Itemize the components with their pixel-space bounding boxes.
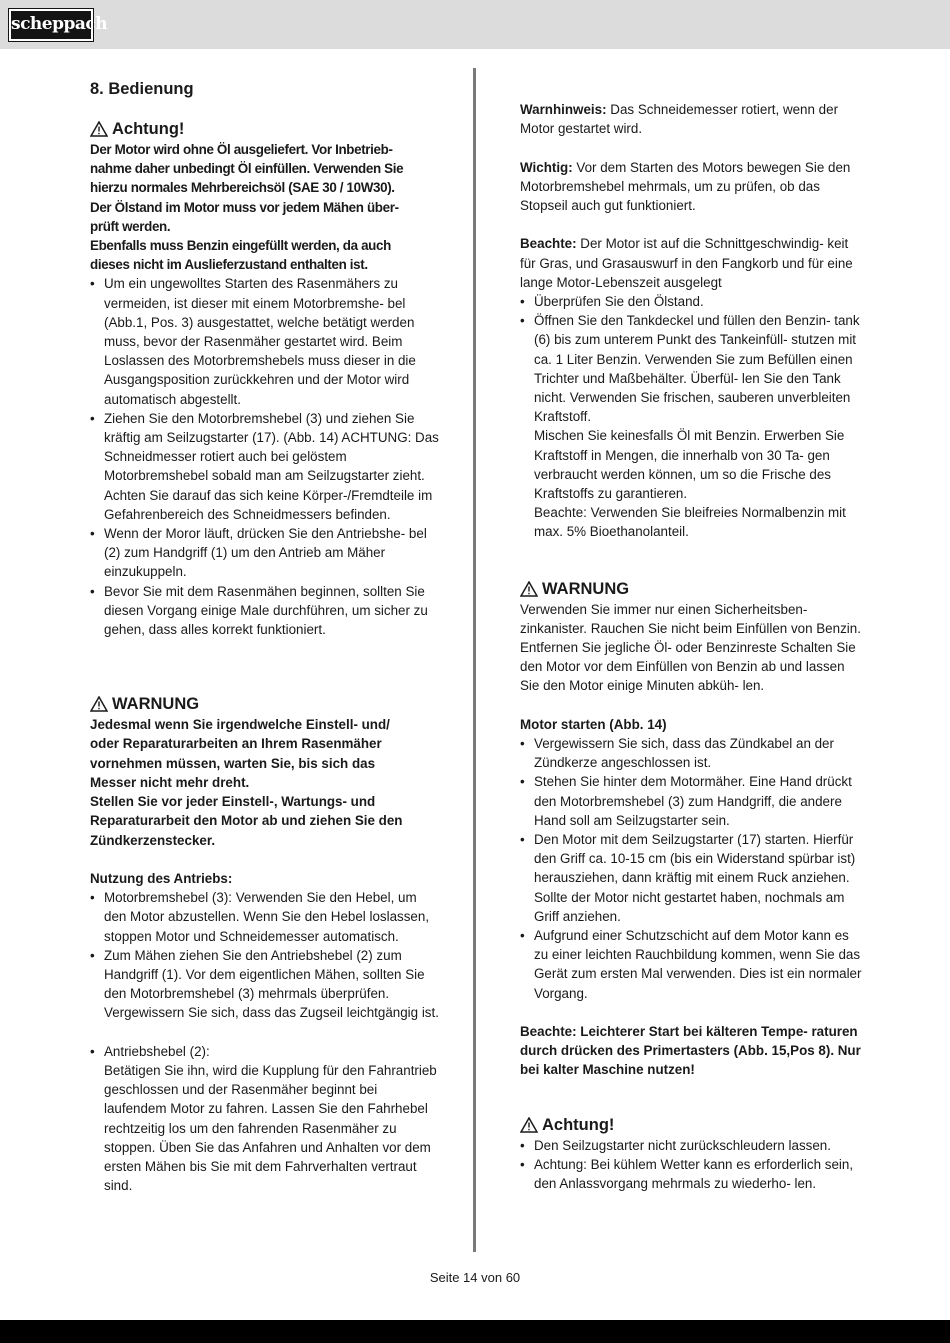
- warning-heading: [90, 693, 440, 715]
- warning-line: vornehmen müssen, warten Sie, bis sich das: [90, 755, 376, 771]
- caution-heading: [90, 118, 440, 140]
- list-item: • Motorbremshebel (3): Verwenden Sie den Hebel, um den Motor abzustellen. Wenn Sie den Hebel loslassen, stoppen Motor und Schneidemesser automatisch.: [90, 888, 440, 946]
- warning-title: WARNUNG: [112, 695, 200, 714]
- warning-title: WARNUNG: [542, 579, 630, 598]
- caution-heading: [520, 1114, 865, 1136]
- caution-line: Ebenfalls muss Benzin eingefüllt werden, da auch: [90, 238, 391, 254]
- warning-heading: [520, 578, 865, 600]
- start-heading: Motor starten (Abb. 14): [520, 716, 667, 732]
- warning-line: Zündkerzenstecker.: [90, 832, 216, 848]
- list-item: • Ziehen Sie den Motorbremshebel (3) und ziehen Sie kräftig am Seilzugstarter (17). (Abb. 14) ACHTUNG: Das Schneidmesser rotiert auch bei gelöstem Motorbremshebel sobald man am Seilzugstarter zieht. Achten Sie darauf das sich keine Körper-/Fremdteile im Gefahrenbereich des Schneidmessers befinden.: [90, 409, 440, 524]
- start-list: [520, 734, 865, 1003]
- note-text: Vor dem Starten des Motors bewegen Sie den Motorbremshebel mehrmals, um zu prüfen, ob das Stopseil auch gut funktioniert.: [520, 159, 851, 213]
- fuel-note: Beachte: Verwenden Sie bleifreies Normalbenzin mit max. 5% Bioethanolanteil.: [534, 505, 846, 540]
- section-heading: 8. Bedienung: [90, 80, 194, 98]
- lever-title: • Antriebshebel (2):: [104, 1043, 210, 1059]
- operation-list: [90, 274, 440, 639]
- list-item: • Aufgrund einer Schutzschicht auf dem Motor kann es zu einer leichten Rauchbildung kommen, wenn Sie das Gerät zum ersten Mal verwenden. Dies ist ein normaler Vorgang.: [520, 926, 865, 1003]
- brand-logo: scheppach: [9, 9, 93, 41]
- caution-title: Achtung!: [542, 1115, 615, 1134]
- note-label: Beachte:: [520, 236, 577, 252]
- header-bar: [0, 0, 950, 49]
- list-item: • Um ein ungewolltes Starten des Rasenmähers zu vermeiden, ist dieser mit einem Motorbremshe- bel (Abb.1, Pos. 3) ausgestattet, welche betätigt werden muss, bevor der Rasenmäher gestartet wird. Beim Loslassen des Motorbremshebels muss dieser in die Ausgangsposition zurückkehren und der Motor wird automatisch abgestellt.: [90, 274, 440, 408]
- warning-line: oder Reparaturarbeiten an Ihrem Rasenmäher: [90, 736, 382, 752]
- list-item: • Öffnen Sie den Tankdeckel und füllen den Benzin- tank (6) bis zum unterem Punkt des Tankeinfüll- stutzen mit ca. 1 Liter Benzin. Verwenden Sie zum Befüllen einen Trichter und Maßbehälter. Überfül- len Sie den Tank nicht. Verwenden Sie frischen, sauberen unverbleiten Kraftstoff.: [520, 311, 865, 426]
- list-item: • Vergewissern Sie sich, dass das Zündkabel an der Zündkerze angeschlossen ist.: [520, 734, 865, 772]
- list-item: • Zum Mähen ziehen Sie den Antriebshebel (2) zum Handgriff (1). Vor dem eigentlichen Mähen, sollten Sie den Motorbremshebel (3) mehrmals überprüfen. Vergewissern Sie sich, dass das Zugseil leichtgängig ist.: [90, 946, 440, 1023]
- caution-title: Achtung!: [112, 120, 185, 138]
- warning-triangle-icon: [520, 1117, 538, 1133]
- warning-triangle-icon: [520, 581, 538, 597]
- note-warnhinweis: [520, 100, 865, 138]
- lever-list: [90, 1042, 440, 1196]
- list-item: • Bevor Sie mit dem Rasenmähen beginnen, sollten Sie diesen Vorgang einige Male durchführen, um sicher zu gehen, dass alles korrekt funktioniert.: [90, 582, 440, 640]
- note-beachte: [520, 234, 865, 292]
- warning-line: Messer nicht mehr dreht.: [90, 774, 250, 790]
- list-item: • Den Motor mit dem Seilzugstarter (17) starten. Hierfür den Griff ca. 10-15 cm (bis ein Widerstand spürbar ist) herausziehen, dann kräftig mit einem Ruck anziehen. Sollte der Motor nicht gestartet haben, nochmals am Griff anziehen.: [520, 830, 865, 926]
- caution-line: Der Motor wird ohne Öl ausgeliefert. Vor Inbetrieb-: [90, 142, 393, 157]
- caution-line: nahme daher unbedingt Öl einfüllen. Verwenden Sie: [90, 161, 404, 177]
- note-text: Der Motor ist auf die Schnittgeschwindig- keit für Gras, und Grasauswurf in den Fangkorb und für eine lange Motor-Lebenszeit ausgelegt: [520, 236, 853, 290]
- list-item: • Achtung: Bei kühlem Wetter kann es erforderlich sein, den Anlassvorgang mehrmals zu wiederho- len.: [520, 1155, 865, 1193]
- list-item: • Stehen Sie hinter dem Motormäher. Eine Hand drückt den Motorbremshebel (3) zum Handgriff, die andere Hand soll am Seilzugstarter sein.: [520, 772, 865, 830]
- drive-heading: Nutzung des Antriebs:: [90, 870, 233, 886]
- note-label: Warnhinweis:: [520, 102, 607, 117]
- left-column: [90, 78, 440, 1195]
- list-item: • Wenn der Moror läuft, drücken Sie den Antriebshe- bel (2) zum Handgriff (1) um den Antrieb am Mäher einzukuppeln.: [90, 524, 440, 582]
- warning-text: [90, 715, 440, 849]
- page-number: Seite 14 von 60: [429, 1270, 521, 1285]
- footer-bar: [0, 1320, 950, 1343]
- lever-text: Betätigen Sie ihn, wird die Kupplung für den Fahrantrieb geschlossen und der Rasenmäher beginnt bei laufendem Motor zu fahren. Lassen Sie den Fahrhebel rechtzeitig los um den fahrenden Rasenmäher zu stoppen. Üben Sie das Anfahren und Anhalten vor dem ersten Mähen bis Sie mit dem Fahrverhalten vertraut sind.: [104, 1062, 437, 1194]
- caution-line: dieses nicht im Auslieferzustand enthalten ist.: [90, 257, 368, 273]
- caution-line: Der Ölstand im Motor muss vor jedem Mähen über-: [90, 199, 399, 215]
- caution-text: [90, 140, 440, 274]
- list-item: [90, 1042, 440, 1196]
- drive-list: [90, 888, 440, 1022]
- warning-triangle-icon: [90, 696, 108, 712]
- warning-text: Verwenden Sie immer nur einen Sicherheitsben- zinkanister. Rauchen Sie nicht beim Einfüllen von Benzin. Entfernen Sie jegliche Öl- oder Benzinreste Schalten Sie den Motor vor dem Einfüllen von Benzin ab und lassen Sie den Motor einige Minuten abküh- len.: [520, 601, 861, 694]
- note-wichtig: [520, 158, 865, 216]
- column-divider: [473, 68, 476, 1252]
- fuel-paragraph: Mischen Sie keinesfalls Öl mit Benzin. Erwerben Sie Kraftstoff in Mengen, die innerhalb von 30 Ta- gen verbraucht werden können, um so die Frische des Kraftstoffs zu garantieren.: [534, 428, 845, 502]
- right-column: [520, 100, 865, 1193]
- warning-line: Stellen Sie vor jeder Einstell-, Wartungs- und: [90, 794, 376, 810]
- caution-line: prüft werden.: [90, 218, 171, 234]
- list-item: • Den Seilzugstarter nicht zurückschleudern lassen.: [520, 1136, 865, 1155]
- caution-line: hierzu normales Mehrbereichsöl (SAE 30 / 10W30).: [90, 180, 395, 196]
- note-text: Das Schneidemesser rotiert, wenn der Motor gestartet wird.: [520, 102, 839, 137]
- cold-start-note: Beachte: Leichterer Start bei kälteren Tempe- raturen durch drücken des Primertasters (Abb. 15,Pos 8). Nur bei kalter Maschine nutzen!: [520, 1024, 861, 1078]
- note-label: Wichtig:: [520, 159, 573, 175]
- warning-line: Reparaturarbeit den Motor ab und ziehen Sie den: [90, 813, 403, 829]
- list-item: • Überprüfen Sie den Ölstand.: [520, 292, 865, 311]
- warning-line: Jedesmal wenn Sie irgendwelche Einstell- und/: [90, 717, 390, 733]
- caution-list: [520, 1136, 865, 1194]
- fuel-list: [520, 292, 865, 426]
- warning-triangle-icon: [90, 121, 108, 137]
